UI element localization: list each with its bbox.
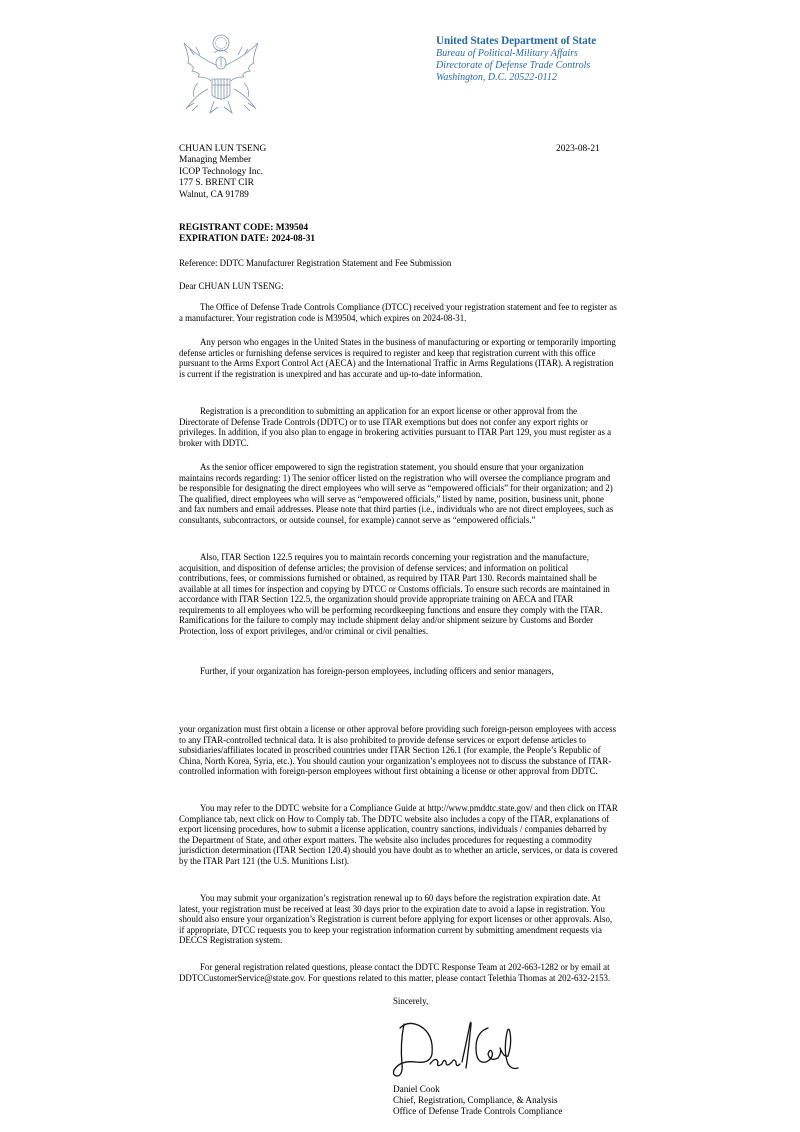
letter-date: 2023-08-21	[556, 144, 600, 154]
signer-name: Daniel Cook	[393, 1084, 440, 1094]
paragraph-6-continuation: your organization must first obtain a license or other approval before providing such foreign-person employees with access to any ITAR-controlled technical data. It is also prohibited to provide defense services or export defense articles to subsidiaries/affiliates located in proscribed countries under ITAR Section 126.1 (for example, the People’s Republic of China, North Korea, Syria, etc.). You should caution your organization’s employees not to discuss the substance of ITAR-controlled information with foreign-person employees without first obtaining a license or other approval from DDTC.	[179, 724, 617, 776]
reference-line: Reference: DDTC Manufacturer Registration Statement and Fee Submission	[179, 258, 452, 268]
recipient-city: Walnut, CA 91789	[179, 189, 249, 200]
registration-info	[179, 223, 315, 246]
paragraph-7: You may refer to the DDTC website for a Compliance Guide at http://www.pmddtc.state.gov/ and then click on ITAR Compliance tab, next click on How to Comply tab. The DDTC website also includes a copy of the ITAR, explanations of export licensing procedures, how to submit a license application, country sanctions, individuals / companies debarred by the Department of State, and other export matters. The website also includes procedures for requesting a commodity jurisdiction determination (ITAR Section 120.4) should you have doubt as to whether an article, services, or data is covered by the ITAR Part 121 (the U.S. Munitions List).	[179, 803, 618, 866]
letterhead	[436, 35, 596, 84]
recipient-address	[179, 144, 266, 201]
registrant-code: REGISTRANT CODE: M39504	[179, 223, 309, 233]
recipient-title: Managing Member	[179, 155, 252, 166]
directorate-name: Directorate of Defense Trade Controls	[436, 60, 591, 71]
handwritten-signature	[390, 1014, 522, 1080]
paragraph-6: Further, if your organization has foreign-person employees, including officers and senior managers,	[200, 666, 554, 676]
salutation: Dear CHUAN LUN TSENG:	[179, 281, 284, 291]
paragraph-3: Registration is a precondition to submitting an application for an export license or other approval from the Directorate of Defense Trade Controls (DDTC) or to use ITAR exemptions but does not confer any export rights or privileges. In addition, if you also plan to engage in brokering activities pursuant to ITAR Part 129, you must register as a broker with DDTC.	[179, 406, 612, 448]
paragraph-5: Also, ITAR Section 122.5 requires you to maintain records concerning your registration and the manufacture, acquisition, and disposition of defense articles; the provision of defense services; and information on political contributions, fees, or commissions furnished or obtained, as required by ITAR Part 130. Records maintained shall be available at all times for inspection and copying by DTCC or Customs officials. To ensure such records are maintained in accordance with ITAR Section 122.5, the organization should provide appropriate training on AECA and ITAR requirements to all employees who will be performing recordkeeping functions and ensure they comply with the ITAR. Ramifications for the failure to comply may include shipment delay and/or shipment seizure by Customs and Border Protection, loss of export privileges, and/or criminal or civil penalties.	[179, 552, 610, 636]
department-name: United States Department of State	[436, 35, 597, 47]
recipient-company: ICOP Technology Inc.	[179, 166, 263, 177]
bureau-name: Bureau of Political-Military Affairs	[436, 48, 578, 59]
paragraph-8: You may submit your organization’s registration renewal up to 60 days before the registration expiration date. At latest, your registration must be received at least 30 days prior to the expiration date to avoid a lapse in registration. You should also ensure your organization’s Registration is current before applying for export licenses or other approvals. Also, if appropriate, DTCC requests you to keep your registration information current by submitting amendment requests via DECCS Registration system.	[179, 893, 613, 945]
paragraph-1: The Office of Defense Trade Controls Compliance (DTCC) received your registration statement and fee to register as a manufacturer. Your registration code is M39504, which expires on 2024-08-31.	[179, 302, 617, 323]
recipient-name: CHUAN LUN TSENG	[179, 144, 267, 154]
closing: Sincerely,	[393, 996, 429, 1006]
signer-office: Office of Defense Trade Controls Compliance	[393, 1106, 563, 1116]
agency-location: Washington, D.C. 20522-0112	[436, 72, 557, 83]
paragraph-2: Any person who engages in the United States in the business of manufacturing or exporting or temporarily importing defense articles or furnishing defense services is required to register and keep that registration current with this office pursuant to the Arms Export Control Act (AECA) and the International Traffic in Arms Regulations (ITAR). A registration is current if the registration is unexpired and has accurate and up-to-date information.	[179, 337, 616, 379]
signature-block	[393, 1084, 563, 1117]
recipient-street: 177 S. BRENT CIR	[179, 178, 254, 189]
department-seal-icon	[178, 33, 264, 119]
expiration-date: EXPIRATION DATE: 2024-08-31	[179, 234, 316, 245]
signer-title: Chief, Registration, Compliance, & Analysis	[393, 1095, 558, 1105]
paragraph-9: For general registration related questions, please contact the DDTC Response Team at 202-663-1282 or by email at DDTCCustomerService@state.gov. For questions related to this matter, please contact Telethia Thomas at 202-632-2153.	[179, 962, 611, 983]
paragraph-4: As the senior officer empowered to sign the registration statement, you should ensure that your organization maintains records regarding: 1) The senior officer listed on the registration who will oversee the compliance program and be responsible for designating the direct employees who will serve as “empowered officials” for their organization; and 2) The qualified, direct employees who will serve as “empowered officials,” listed by name, position, business unit, phone and fax numbers and email addresses. Please note that third parties (i.e., individuals who are not direct employees, such as consultants, subcontractors, or outside counsel, for example) cannot serve as “empowered officials.”	[179, 462, 614, 525]
